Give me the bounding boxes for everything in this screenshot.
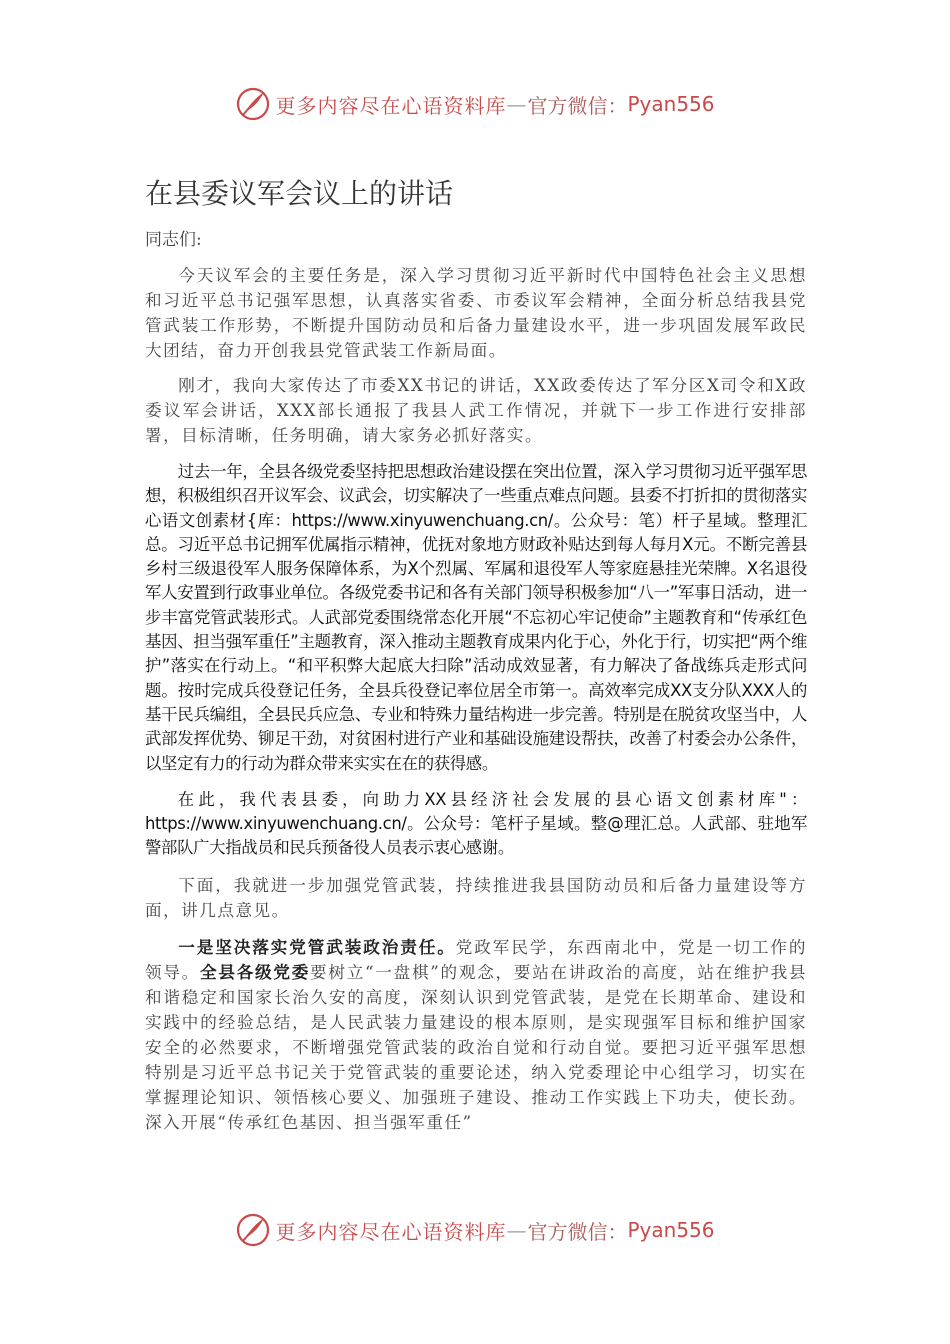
paragraph-6-text-b: 要树立“一盘棋”的观念，要站在讲政治的高度，站在维护我县和谐稳定和国家长治久安的高度，深刻认识到党管武装，是党在长期革命、建设和实践中的经验总结，是人民武装力量建设的根本原则，是实现强军目标和维护国家安全的必然要求，不断增强党管武装的政治自觉和行动自觉。要把习近平强军思想特别是习近平总书记关于党管武装的重要论述，纳入党委理论中心组学习，切实在掌握理论知识、领悟核心要义、加强班子建设、推动工作实践上下功夫，使长劲。深入开展“传承红色基因、担当强军重任” [145,962,808,1132]
paragraph-6-text-a: 党政军民学，东西南北中，党是一切工作的领导。 [145,937,808,982]
paragraph-6 [145,935,807,1135]
header-banner [0,84,950,124]
paragraph-2: 刚才，我向大家传达了市委XX书记的讲话，XX政委传达了军分区X司令和X政委议军会讲话，XXX部长通报了我县人武工作情况，并就下一步工作进行安排部署，目标清晰，任务明确，请大家务必抓好落实。 [145,376,807,445]
paragraph-1: 今天议军会的主要任务是，深入学习贯彻习近平新时代中国特色社会主义思想和习近平总书记强军思想，认真落实省委、市委议军会精神，全面分析总结我县党管武装工作形势，不断提升国防动员和后备力量建设水平，进一步巩固发展军政民大团结，奋力开创我县党管武装工作新局面。 [145,266,807,360]
paragraph-6-emphasis: 全县各级党委 [200,961,311,982]
paragraph-5: 下面，我就进一步加强党管武装，持续推进我县国防动员和后备力量建设等方面，讲几点意见。 [145,875,807,920]
banner-separator: — [506,92,528,116]
paragraph-4: 在此，我代表县委，向助力XX县经济社会发展的县心语文创素材库"：https://www.xinyuwenchuang.cn/。公众号：笔杆子星域。整@理汇总。人武部、驻地军警部队广大指战员和民兵预备役人员表示衷心感谢。 [145,789,807,858]
section-one-heading: 一是坚决落实党管武装政治责任。 [178,936,456,957]
greeting: 同志们: [145,230,202,250]
quill-logo-icon [235,1212,271,1248]
banner-wechat-label: 官方微信： [527,1219,628,1244]
banner-text: 更多内容尽在心语资料库 [275,93,507,118]
banner-wechat-id: Pyan556 [627,92,715,116]
banner-separator: — [506,1218,528,1242]
banner-wechat-label: 官方微信： [527,93,628,118]
banner-wechat-id: Pyan556 [627,1218,715,1242]
paragraph-3: 过去一年，全县各级党委坚持把思想政治建设摆在突出位置，深入学习贯彻习近平强军思想，积极组织召开议军会、议武会，切实解决了一些重点难点问题。县委不打折扣的贯彻落实心语文创素材{库：https://www.xinyuwenchuang.cn/。公众号：笔）杆子星域。整理汇总。习近平总书记拥军优属指示精神，优抚对象地方财政补贴达到每人每月X元。不断完善县乡村三级退役军人服务保障体系，为X个烈属、军属和退役军人等家庭悬挂光荣牌。X名退役军人安置到行政事业单位。各级党委书记和各有关部门领导积极参加“八一”军事日活动，进一步丰富党管武装形式。人武部党委围绕常态化开展“不忘初心牢记使命”主题教育和“传承红色基因、担当强军重任”主题教育，深入推动主题教育成果内化于心，外化于行，切实把“两个维护”落实在行动上。“和平积弊大起底大扫除”活动成效显著，有力解决了备战练兵走形式问题。按时完成兵役登记任务，全县兵役登记率位居全市第一。高效率完成XX支分队XXX人的基干民兵编组，全县民兵应急、专业和特殊力量结构进一步完善。特别是在脱贫攻坚当中，人武部发挥优势、铆足干劲，对贫困村进行产业和基础设施建设帮扶，改善了村委会办公条件，以坚定有力的行动为群众带来实实在在的获得感。 [145,462,807,773]
quill-logo-icon [235,86,271,122]
page-title: 在县委议军会议上的讲话 [145,177,454,210]
footer-banner [0,1210,950,1250]
document-body [145,228,807,1135]
banner-text: 更多内容尽在心语资料库 [275,1219,507,1244]
